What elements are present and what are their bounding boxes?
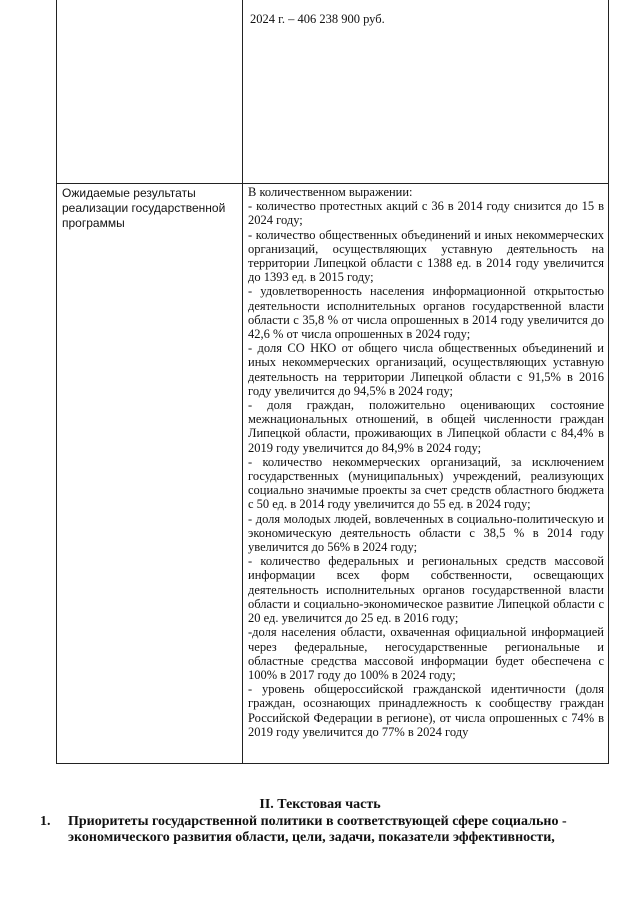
numbered-subheading <box>40 814 612 846</box>
result-item: - уровень общероссийской гражданской идентичности (доля граждан, осознающих принадлежность к сообществу граждан Российской Федерации в регионе), от числа опрошенных с 74% в 2019 году увеличится до 77% в 2024 году <box>248 682 604 739</box>
result-item: - доля СО НКО от общего числа общественных объединений и иных некоммерческих организаций, осуществляющих уставную деятельность на территории Липецкой области с 91,5% в 2016 году увеличится до 94,5% в 2024 году; <box>248 341 604 398</box>
section-heading: II. Текстовая часть <box>259 797 381 812</box>
expected-results-cell <box>248 185 604 739</box>
subheading-text: Приоритеты государственной политики в соответствующей сфере социально - экономического развития области, цели, задачи, показатели эффективности, <box>68 814 567 845</box>
results-intro: В количественном выражении: <box>248 185 413 199</box>
result-item: - удовлетворенность населения информационной открытостью деятельности исполнительных органов государственной власти области с 35,8 % от числа опрошенных в 2014 году увеличится до 42,6 % от числа опрошенных в 2024 году; <box>248 284 604 342</box>
table-row-divider <box>57 183 608 184</box>
result-item: - количество федеральных и региональных средств массовой информации всех форм собственности, освещающих деятельность исполнительных органов государственной власти области и социально-экономическое развитие Липецкой области с 20 ед. увеличится до 25 ед. в 2016 году; <box>248 554 604 626</box>
program-table <box>56 0 609 764</box>
result-item: - количество протестных акций с 36 в 2014 году снизится до 15 в 2024 году; <box>248 199 604 228</box>
result-item: - доля молодых людей, вовлеченных в социально-политическую и экономическую деятельность области с 38,5 % в 2014 году увеличится до 56% в 2024 году; <box>248 511 604 555</box>
result-item: - доля граждан, положительно оценивающих состояние межнациональных отношений, в общей численности граждан Липецкой области, проживающих в Липецкой области с 84,4% в 2019 году увеличится до 84,9% в 2024 году; <box>248 398 604 455</box>
table-column-divider <box>242 0 243 763</box>
funding-cell-text: 2024 г. – 406 238 900 руб. <box>250 12 385 26</box>
result-item: -доля населения области, охваченная официальной информацией через федеральные, негосударственные региональные и областные средства массовой информации будет обеспечена с 100% в 2017 году до 100% в 2024 году; <box>248 625 604 682</box>
result-item: - количество общественных объединений и иных некоммерческих организаций, осуществляющих уставную деятельность на территории Липецкой области с 1388 ед. в 2014 году увеличится до 1393 ед. в 2015 году; <box>248 227 604 285</box>
result-item: - количество некоммерческих организаций, за исключением государственных (муниципальных) учреждений, реализующих социально значимые проекты за счет средств областного бюджета с 50 ед. в 2014 году увеличится до 55 ед. в 2024 году; <box>248 454 604 512</box>
row-label-expected-results: Ожидаемые результаты реализации государственной программы <box>62 186 226 230</box>
subheading-number: 1. <box>40 814 51 829</box>
